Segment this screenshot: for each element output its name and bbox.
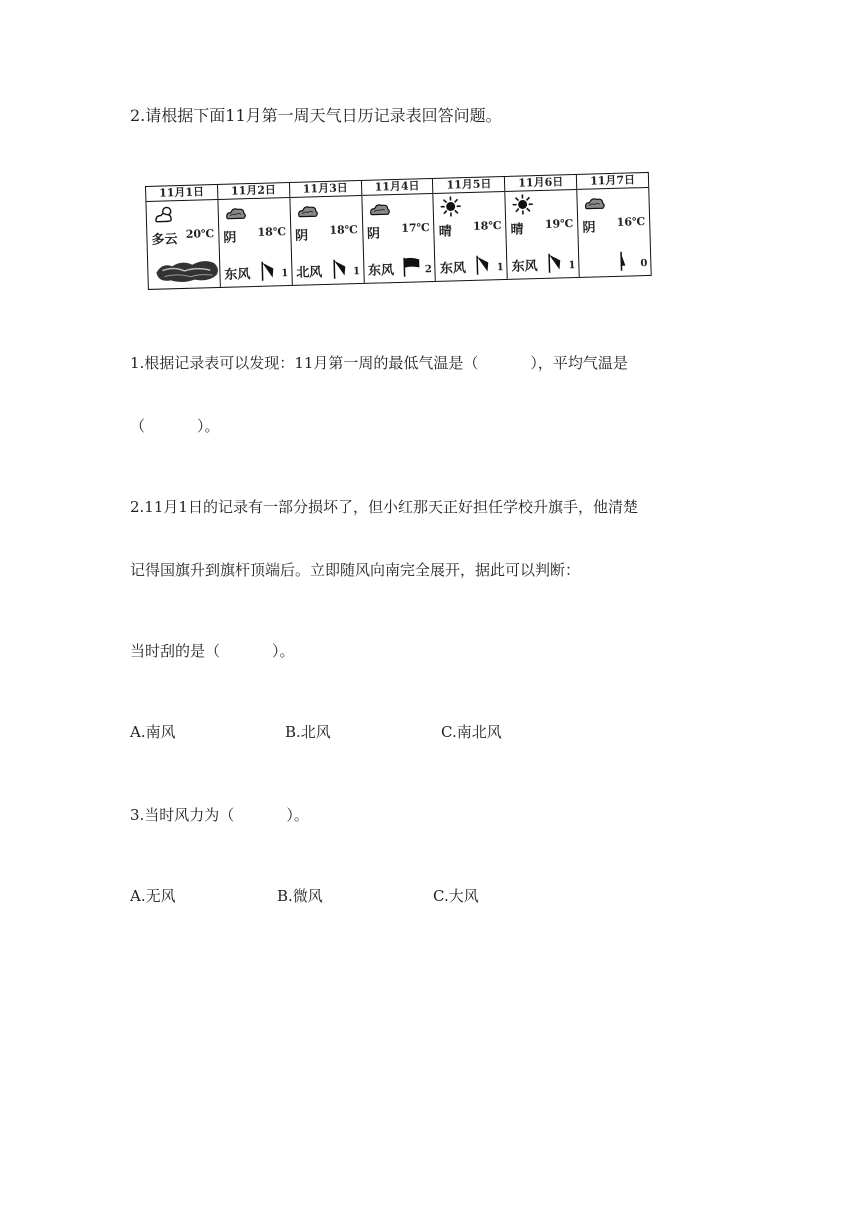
day-wind-direction: 东风 [511,259,538,275]
day-weather: 晴 [510,222,524,238]
q2-line-2: 记得国旗升到旗杆顶端后。立即随风向南完全展开，据此可以判断： [130,561,581,579]
day-weather: 阴 [223,230,237,246]
day-wind-force: 1 [281,268,289,280]
weather-calendar-table [145,172,650,288]
day-date: 11月4日 [362,179,433,196]
overcast-icon [224,202,247,223]
wind-flag-icon [259,259,278,281]
day-date: 11月6日 [505,175,576,192]
q2-option-a: A.南风 [130,723,176,741]
overcast-icon [296,200,319,221]
wind-flag-icon [474,253,493,275]
day-wind-direction: 东风 [367,263,395,279]
day-date: 11月7日 [577,173,648,190]
day-wind-force: 1 [352,266,361,278]
weather-day-6 [505,175,580,279]
weather-day-4 [362,179,437,283]
q2-text-a: 当时刮的是（ [130,642,221,660]
day-temperature: 17℃ [401,221,430,235]
day-temperature: 18℃ [257,225,287,239]
day-wind-force: 1 [496,262,504,274]
q3-text-b: ）。 [286,806,309,824]
day-weather: 多云 [151,232,178,248]
overcast-icon [368,198,391,219]
day-wind-force: 1 [568,260,576,272]
q1-text-a: 1.根据记录表可以发现：11月第一周的最低气温是（ [130,354,479,372]
day-wind-direction: 东风 [439,261,467,277]
cloudy-icon [153,204,176,225]
day-date: 11月5日 [433,177,504,194]
day-wind-force: 2 [424,264,433,276]
q2-text-b: ）。 [272,642,295,660]
sun-icon [512,194,535,215]
q1-text-d: ）。 [197,417,220,435]
question-title: 2.请根据下面11月第一周天气日历记录表回答问题。 [130,106,502,125]
q2-option-c: C.南北风 [441,723,502,741]
day-temperature: 16℃ [616,215,646,229]
sun-icon [440,196,463,217]
q3-option-a: A.无风 [130,887,176,905]
overcast-icon [584,192,607,213]
day-wind-direction: 东风 [224,267,251,283]
wind-flag-icon [546,251,565,273]
q3-text-a: 3.当时风力为（ [130,806,235,824]
day-wind-direction: 北风 [296,265,323,281]
day-date: 11月1日 [146,185,217,202]
day-temperature: 18℃ [472,219,502,233]
q1-text-c: （ [130,417,146,435]
weather-day-1 [146,185,221,289]
weather-day-2 [218,183,293,287]
day-temperature: 18℃ [329,223,359,237]
q1-line-1 [130,353,628,373]
day-weather: 阴 [294,228,309,244]
wind-flag-icon [402,255,421,277]
weather-day-5 [433,177,508,281]
day-date: 11月3日 [290,181,361,198]
day-weather: 阴 [582,220,596,236]
day-temperature: 19℃ [544,217,574,231]
day-temperature: 20℃ [185,227,215,241]
wind-flag-icon [331,257,350,279]
weather-day-3 [290,181,365,285]
q2-option-b: B.北风 [285,723,331,741]
q1-text-b: ），平均气温是 [530,354,628,372]
day-wind-force: 0 [640,258,648,270]
day-weather: 晴 [438,224,453,240]
q2-line-1: 2.11月1日的记录有一部分损坏了，但小红那天正好担任学校升旗手，他清楚 [130,498,638,516]
day-date: 11月2日 [218,183,289,200]
day-weather: 阴 [366,226,381,242]
q2-line-3 [130,641,295,661]
q3-line [130,805,309,825]
q1-line-2 [130,416,220,436]
q3-option-c: C.大风 [433,887,479,905]
q3-option-b: B.微风 [277,887,323,905]
weather-day-7 [577,173,651,277]
wind-flag-icon [618,249,637,271]
damaged-record-smudge [154,257,221,285]
